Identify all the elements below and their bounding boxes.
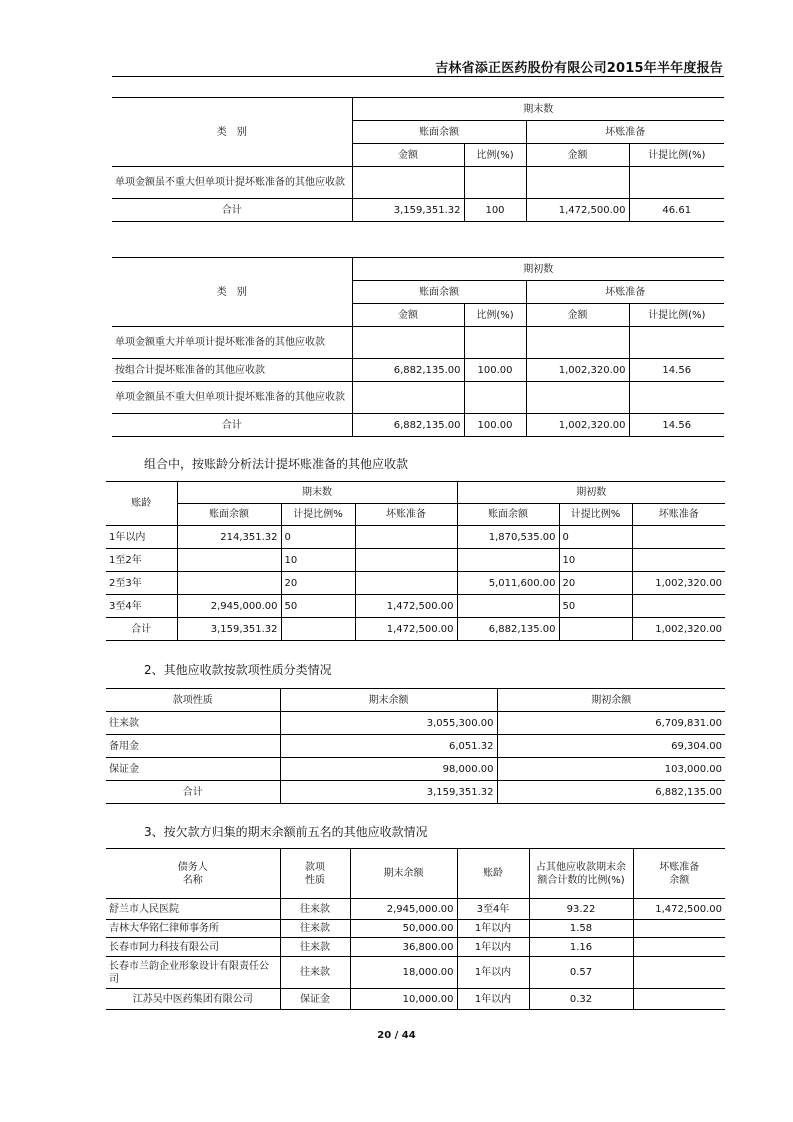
period-header: 期初数 [352,258,724,281]
cell-ratio: 100.00 [464,359,526,382]
table-row [106,572,725,595]
cell: 0 [281,526,355,549]
row-name: 合计 [112,414,352,437]
cell [633,957,725,989]
provision-header: 坏账准备 [526,281,724,304]
cell [457,549,559,572]
row-name: 单项金额虽不重大但单项计提坏账准备的其他应收款 [112,382,352,414]
cell-nature: 合计 [106,781,280,804]
cell: 0.57 [529,957,633,989]
table-row [112,167,724,199]
cell [632,595,725,618]
cell [633,920,725,938]
section-heading: 3、按欠款方归集的期末余额前五名的其他应收款情况 [144,825,428,839]
cell-provision: 1,002,320.00 [526,359,629,382]
table-period-begin-category [112,257,724,437]
amount-header: 金额 [526,304,629,327]
ratio-header: 比例(%) [464,144,526,167]
cell: 1,472,500.00 [355,595,457,618]
table-row [106,549,725,572]
cell-amount: 6,882,135.00 [352,414,464,437]
col-header: 计提比例% [281,504,355,526]
cell [355,549,457,572]
col-header: 款项 性质 [280,849,350,899]
ratio-header: 计提比例(%) [629,144,724,167]
cell: 1年以内 [457,989,529,1010]
cell: 18,000.00 [350,957,457,989]
end-header: 期末数 [177,482,457,504]
row-name: 单项金额重大并单项计提坏账准备的其他应收款 [112,327,352,359]
table-row [106,899,725,920]
cell-nature: 备用金 [106,735,280,758]
header-divider [112,76,724,77]
col-header: 期末余额 [280,689,497,712]
col-header: 坏账准备 余额 [633,849,725,899]
cell: 2,945,000.00 [177,595,281,618]
table-by-nature [106,688,725,804]
cell-debtor: 长春市阿力科技有限公司 [106,938,280,957]
cell-provision: 1,002,320.00 [526,414,629,437]
cell-age: 3至4年 [106,595,177,618]
cell: 50 [559,595,632,618]
table-row [106,957,725,989]
cell: 0 [559,526,632,549]
table-row [106,526,725,549]
cell-ratio [464,327,526,359]
page-header-title: 吉林省添正医药股份有限公司2015年半年度报告 [435,61,723,76]
table-row [112,359,724,382]
cell-nature: 保证金 [106,758,280,781]
table-aging [106,481,725,641]
col-header: 账面余额 [177,504,281,526]
section-heading: 组合中，按账龄分析法计提坏账准备的其他应收款 [144,457,409,471]
cell: 3至4年 [457,899,529,920]
cell [632,549,725,572]
book-balance-header: 账面余额 [352,281,526,304]
cell [559,618,632,641]
cell-nature: 往来款 [106,712,280,735]
cell-debtor: 江苏吴中医药集团有限公司 [106,989,280,1010]
cell: 保证金 [280,989,350,1010]
cell-debtor: 长春市兰韵企业形象设计有限责任公司 [106,957,280,989]
book-balance-header: 账面余额 [352,121,526,144]
cell-provision-ratio: 46.61 [629,199,724,222]
cell: 1年以内 [457,938,529,957]
cell-age: 1年以内 [106,526,177,549]
cell [632,526,725,549]
col-header: 计提比例% [559,504,632,526]
cell: 6,709,831.00 [497,712,725,735]
cell-amount: 3,159,351.32 [352,199,464,222]
table-row [112,199,724,222]
cell: 69,304.00 [497,735,725,758]
cell: 3,159,351.32 [280,781,497,804]
cell: 1,002,320.00 [632,618,725,641]
cell-provision-ratio [629,167,724,199]
row-name: 按组合计提坏账准备的其他应收款 [112,359,352,382]
cell: 0.32 [529,989,633,1010]
page-number: 20 / 44 [377,1030,416,1041]
cell: 往来款 [280,899,350,920]
cell: 6,882,135.00 [457,618,559,641]
cell: 50,000.00 [350,920,457,938]
cell: 93.22 [529,899,633,920]
row-name: 单项金额虽不重大但单项计提坏账准备的其他应收款 [112,167,352,199]
cell-provision [526,327,629,359]
table-period-end-category [112,97,724,222]
cell: 20 [281,572,355,595]
cell: 3,159,351.32 [177,618,281,641]
cell: 往来款 [280,938,350,957]
cell [633,938,725,957]
amount-header: 金额 [352,144,464,167]
cell: 10,000.00 [350,989,457,1010]
table-row [112,327,724,359]
table-row [106,920,725,938]
col-header: 坏账准备 [632,504,725,526]
category-header: 类 别 [112,258,352,327]
col-header: 账龄 [457,849,529,899]
period-header: 期末数 [352,98,724,121]
ratio-header: 计提比例(%) [629,304,724,327]
cell-age: 1至2年 [106,549,177,572]
col-header: 期初余额 [497,689,725,712]
category-header: 类 别 [112,98,352,167]
cell: 10 [281,549,355,572]
cell: 5,011,600.00 [457,572,559,595]
cell-provision-ratio [629,327,724,359]
cell [355,572,457,595]
table-row [112,382,724,414]
cell-amount [352,167,464,199]
cell-amount: 6,882,135.00 [352,359,464,382]
cell-provision [526,382,629,414]
table-row [106,781,725,804]
table-row [112,414,724,437]
section-heading: 2、其他应收款按款项性质分类情况 [144,663,332,677]
begin-header: 期初数 [457,482,725,504]
col-header: 占其他应收款期末余额合计数的比例(%) [529,849,633,899]
cell: 1年以内 [457,957,529,989]
col-header: 款项性质 [106,689,280,712]
amount-header: 金额 [352,304,464,327]
cell: 6,051.32 [280,735,497,758]
cell-ratio: 100.00 [464,414,526,437]
cell-debtor: 舒兰市人民医院 [106,899,280,920]
cell-age: 合计 [106,618,177,641]
table-row [106,735,725,758]
cell-amount [352,382,464,414]
cell: 1,472,500.00 [633,899,725,920]
cell-provision: 1,472,500.00 [526,199,629,222]
col-header: 债务人 名称 [106,849,280,899]
cell: 往来款 [280,957,350,989]
cell-ratio: 100 [464,199,526,222]
col-header: 账面余额 [457,504,559,526]
age-header: 账龄 [106,482,177,526]
cell: 往来款 [280,920,350,938]
cell [177,549,281,572]
col-header: 期末余额 [350,849,457,899]
table-row [106,618,725,641]
cell: 20 [559,572,632,595]
table-row [106,938,725,957]
cell [355,526,457,549]
cell-provision-ratio [629,382,724,414]
cell-age: 2至3年 [106,572,177,595]
cell-ratio [464,382,526,414]
provision-header: 坏账准备 [526,121,724,144]
row-name: 合计 [112,199,352,222]
cell-ratio [464,167,526,199]
cell: 1.16 [529,938,633,957]
cell: 10 [559,549,632,572]
cell: 50 [281,595,355,618]
table-row [106,595,725,618]
cell [633,989,725,1010]
cell: 98,000.00 [280,758,497,781]
cell: 6,882,135.00 [497,781,725,804]
ratio-header: 比例(%) [464,304,526,327]
cell: 2,945,000.00 [350,899,457,920]
amount-header: 金额 [526,144,629,167]
col-header: 坏账准备 [355,504,457,526]
cell [457,595,559,618]
cell-amount [352,327,464,359]
table-row [106,989,725,1010]
cell: 1,002,320.00 [632,572,725,595]
cell: 1.58 [529,920,633,938]
cell: 36,800.00 [350,938,457,957]
table-row [106,758,725,781]
cell: 103,000.00 [497,758,725,781]
cell: 1,870,535.00 [457,526,559,549]
cell-provision-ratio: 14.56 [629,359,724,382]
table-row [106,712,725,735]
cell [281,618,355,641]
cell-debtor: 吉林大华铭仁律师事务所 [106,920,280,938]
cell: 1年以内 [457,920,529,938]
cell: 214,351.32 [177,526,281,549]
cell [177,572,281,595]
cell-provision [526,167,629,199]
cell-provision-ratio: 14.56 [629,414,724,437]
table-top-five-debtors [106,848,725,1010]
cell: 3,055,300.00 [280,712,497,735]
cell: 1,472,500.00 [355,618,457,641]
